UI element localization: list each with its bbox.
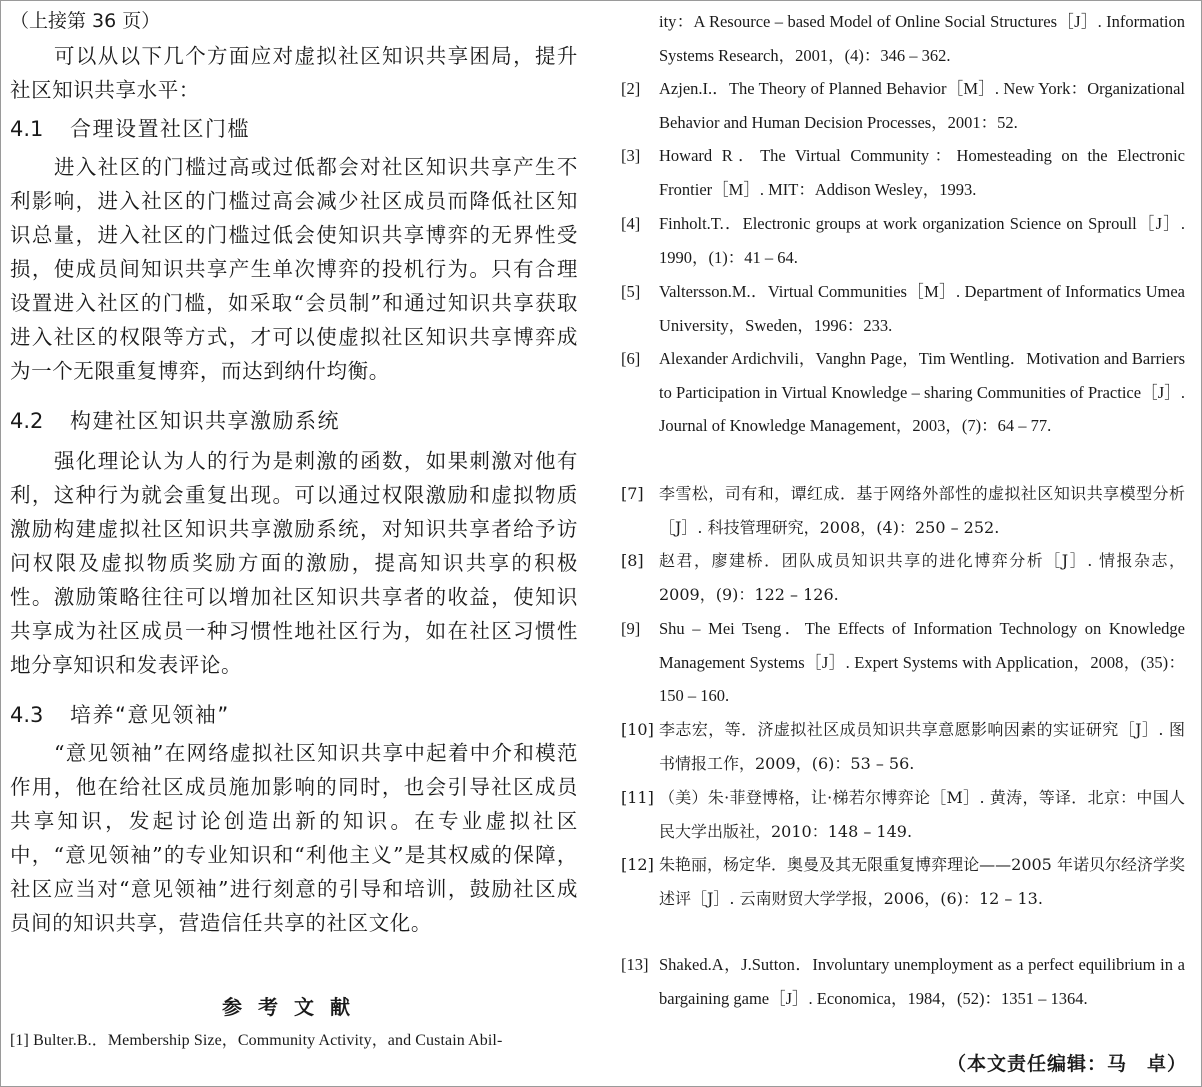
reference-number: [6] <box>621 349 641 368</box>
reference-text: Shu – Mei Tseng．The Effects of Information Technology on Knowledge Management Systems［J］. Expert Systems with Application，2008，(35)：150 – 160. <box>659 619 1185 705</box>
reference-number: [2] <box>621 79 641 98</box>
reference-number: [12] <box>621 855 654 874</box>
reference-number: [5] <box>621 282 641 301</box>
section-body-4-2: 强化理论认为人的行为是刺激的函数，如果刺激对他有利，这种行为就会重复出现。可以通过权限激励和虚拟物质激励构建虚拟社区知识共享激励系统，对知识共享者给予访问权限及虚拟物质奖励方面的激励，提高知识共享的积极性。激励策略往往可以增加社区知识共享者的收益，使知识共享成为社区成员一种习惯性地社区行为，如在社区习惯性地分享知识和发表评论。 <box>10 449 578 677</box>
reference-item <box>621 342 1185 443</box>
reference-item <box>621 781 1185 848</box>
reference-text: Howard R．The Virtual Community：Homesteading on the Electronic Frontier［M］. MIT：Addison Wesley，1993. <box>659 146 1185 199</box>
section-title: 培养“意见领袖” <box>70 703 230 727</box>
reference-text: Valtersson.M.．Virtual Communities［M］. Department of Informatics Umea University，Sweden，1996：233. <box>659 282 1185 335</box>
references-title: 参考文献 <box>222 995 366 1019</box>
reference-text: Finholt.T.．Electronic groups at work organization Science on Sproull［J］. 1990，(1)：41 – 64. <box>659 214 1185 267</box>
reference-number: [4] <box>621 214 641 233</box>
section-heading-4-1 <box>10 113 250 143</box>
reference-item <box>10 1024 585 1058</box>
section-title: 构建社区知识共享激励系统 <box>70 409 340 433</box>
reference-text: 李雪松，司有和，谭红成．基于网络外部性的虚拟社区知识共享模型分析［J］. 科技管理研究，2008，(4)：250 – 252. <box>659 484 1185 537</box>
reference-item <box>621 713 1185 780</box>
section-heading-4-3 <box>10 699 230 729</box>
section-body-4-1: 进入社区的门槛过高或过低都会对社区知识共享产生不利影响，进入社区的门槛过高会减少社区成员而降低社区知识总量，进入社区的门槛过低会使知识共享博弈的无界性受损，使成员间知识共享产生单次博弈的投机行为。只有合理设置进入社区的门槛，如采取“会员制”和通过知识共享获取进入社区的权限等方式，才可以使虚拟社区知识共享博弈成为一个无限重复博弈，而达到纳什均衡。 <box>10 155 578 383</box>
section-number: 4.3 <box>10 703 44 727</box>
reference-text: （美）朱·菲登博格，让·梯若尔博弈论［M］. 黄涛，等译．北京：中国人民大学出版社，2010：148 – 149. <box>659 788 1185 841</box>
reference-item <box>621 612 1185 713</box>
reference-item <box>621 848 1185 915</box>
reference-number: [8] <box>621 551 644 570</box>
reference-text: 朱艳丽，杨定华．奥曼及其无限重复博弈理论——2005 年诺贝尔经济学奖述评［J］. 云南财贸大学学报，2006，(6)：12 – 13. <box>659 855 1185 908</box>
reference-item <box>621 477 1185 544</box>
reference-text: Azjen.I.．The Theory of Planned Behavior［M］. New York：Organizational Behavior and Human Decision Processes，2001：52. <box>659 79 1185 132</box>
reference-item <box>621 139 1185 206</box>
section-number: 4.2 <box>10 409 44 433</box>
reference-text: 李志宏，等．济虚拟社区成员知识共享意愿影响因素的实证研究［J］. 图书情报工作，2009，(6)：53 – 56. <box>659 720 1185 773</box>
reference-text: Alexander Ardichvili，Vanghn Page，Tim Wentling．Motivation and Barriers to Participation in Virtual Knowledge – sharing Communities of Practice［J］. Journal of Knowledge Management，2003，(7)：64 – 77. <box>659 349 1185 435</box>
reference-text: 赵君，廖建桥．团队成员知识共享的进化博弈分析［J］. 情报杂志，2009，(9)：122 – 126. <box>659 551 1185 604</box>
reference-item <box>621 948 1185 1015</box>
continued-from-note: （上接第 36 页） <box>10 10 161 32</box>
reference-number: [9] <box>621 619 641 638</box>
editor-note: （本文责任编辑：马 卓） <box>946 1053 1187 1075</box>
reference-number: [1] <box>10 1032 29 1049</box>
section-body-4-3: “意见领袖”在网络虚拟社区知识共享中起着中介和模范作用，他在给社区成员施加影响的同时，也会引导社区成员共享知识，发起讨论创造出新的知识。在专业虚拟社区中，“意见领袖”的专业知识和“利他主义”是其权威的保障，社区应当对“意见领袖”进行刻意的引导和培训，鼓励社区成员间的知识共享，营造信任共享的社区文化。 <box>10 741 578 935</box>
section-heading-4-2 <box>10 405 340 435</box>
section-title: 合理设置社区门槛 <box>70 117 250 141</box>
reference-item <box>621 72 1185 139</box>
reference-number: [11] <box>621 788 654 807</box>
reference-item <box>621 544 1185 611</box>
reference-number: [13] <box>621 955 649 974</box>
intro-paragraph: 可以从以下几个方面应对虚拟社区知识共享困局，提升社区知识共享水平： <box>10 44 578 102</box>
reference-text: Bulter.B.．Membership Size，Community Activity，and Custain Abil- <box>33 1032 503 1049</box>
reference-number: [3] <box>621 146 641 165</box>
section-number: 4.1 <box>10 117 44 141</box>
reference-item <box>621 207 1185 274</box>
reference-item <box>621 275 1185 342</box>
reference-number: [7] <box>621 484 644 503</box>
reference-continuation: ity：A Resource – based Model of Online Social Structures［J］. Information Systems Research，2001，(4)：346 – 362. <box>659 12 1185 65</box>
reference-text: Shaked.A，J.Sutton．Involuntary unemployment as a perfect equilibrium in a bargaining game［J］. Economica，1984，(52)：1351 – 1364. <box>659 955 1185 1008</box>
reference-number: [10] <box>621 720 654 739</box>
